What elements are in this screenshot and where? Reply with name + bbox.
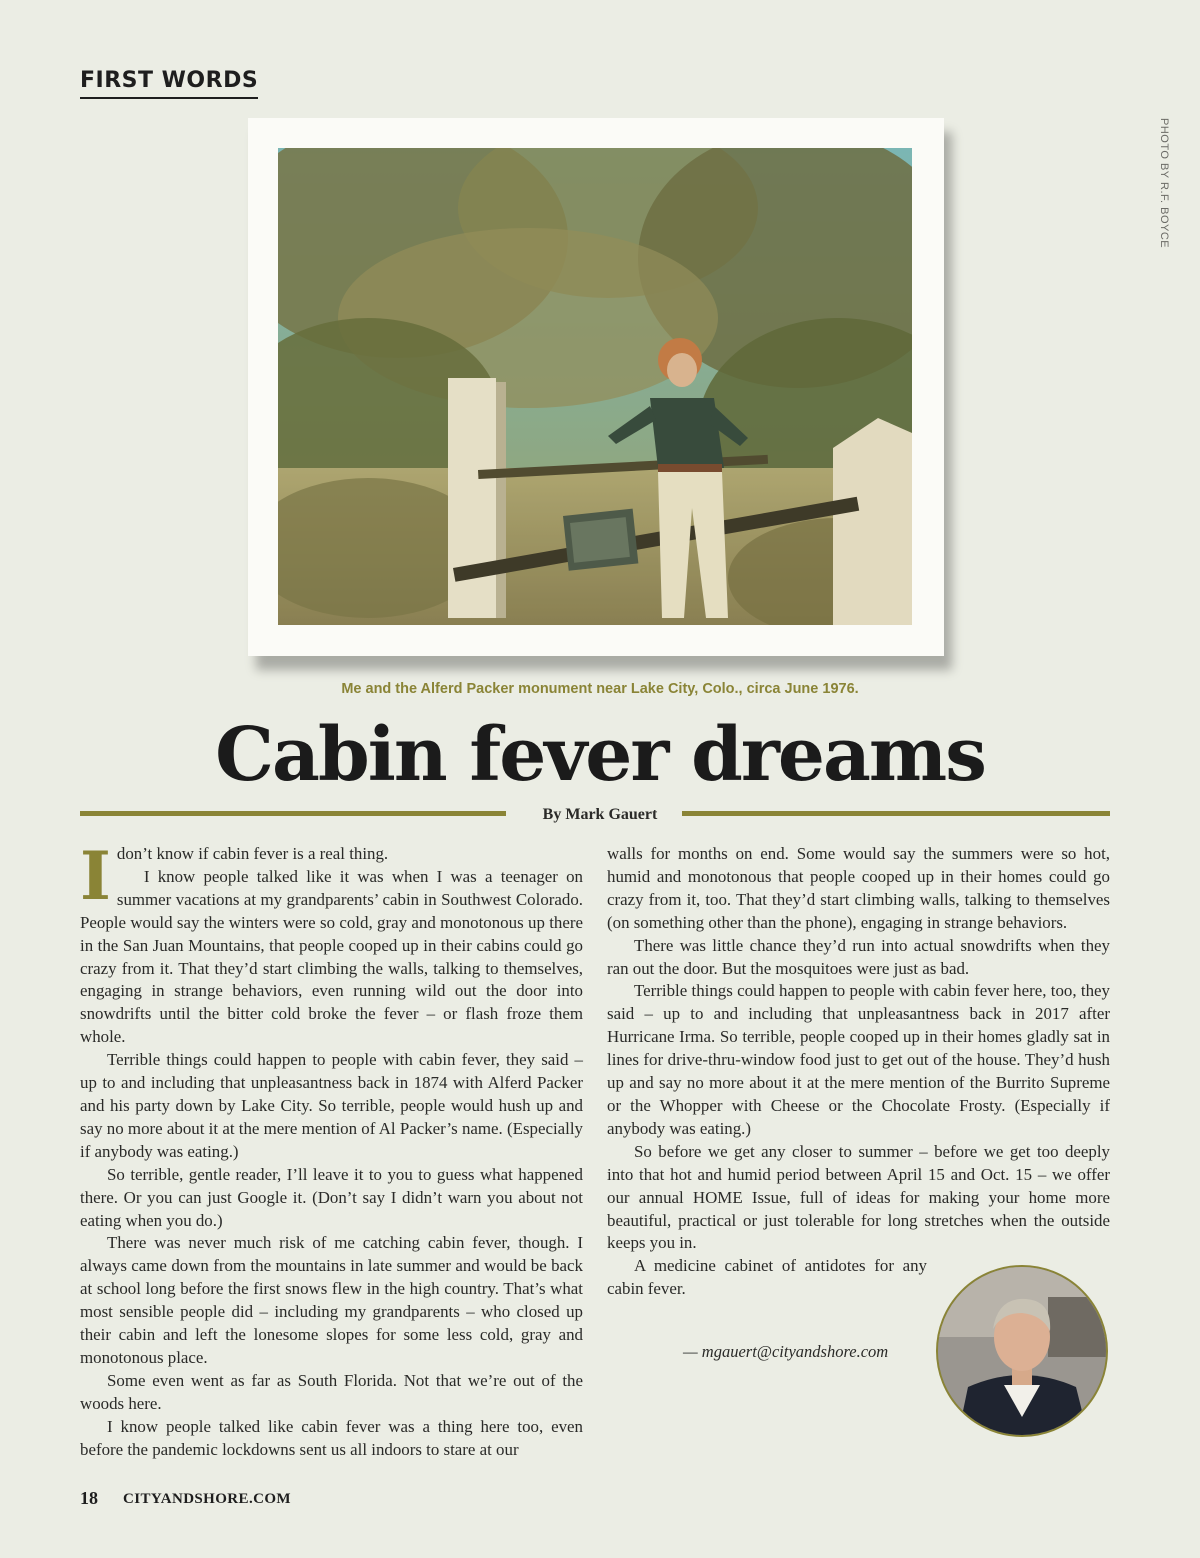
article-paragraph: So before we get any closer to summer – before we get too deeply into that hot and humid period between April 15 and Oct. 15 – we offer our annual HOME Issue, full of ideas for making your home more beautiful, practical or just tolerable for long stretches when the outside keeps you in. xyxy=(607,1141,1110,1253)
photo-credit: PHOTO BY R.F. BOYCE xyxy=(1158,118,1170,249)
publication-site: CITYANDSHORE.COM xyxy=(123,1491,291,1507)
article-paragraph: Some even went as far as South Florida. Not that we’re out of the woods here. xyxy=(80,1370,583,1413)
article-paragraph: I know people talked like it was when I was a teenager on summer vacations at my grandparents’ cabin in Southwest Colorado. People would say the winters were so cold, gray and monotonous up there in the San Juan Mountains, that people cooped up in their cabins could go crazy from it. That they’d start climbing the walls, talking to themselves, engaging in strange behaviors, even running wild out the door into snowdrifts until the bitter cold broke the fever – or flash froze them whole. xyxy=(80,866,583,1047)
polaroid-photo-frame xyxy=(248,118,944,656)
article-paragraph: There was little chance they’d run into actual snowdrifts when they ran out the door. But the mosquitoes were just as bad. xyxy=(607,935,1110,978)
drop-cap: I xyxy=(80,837,111,915)
article-paragraph: Terrible things could happen to people with cabin fever, they said – up to and including that unpleasantness back in 1874 with Alferd Packer and his party down by Lake City. So terrible, people would hush up and say no more about it at the mere mention of Al Packer’s name. (Especially if anybody was eating.) xyxy=(80,1050,583,1161)
author-portrait xyxy=(936,1265,1108,1437)
byline: By Mark Gauert xyxy=(542,806,658,823)
byline-rule-right xyxy=(682,811,1110,816)
page-number: 18 xyxy=(80,1488,98,1508)
article-column-right xyxy=(607,843,1110,1301)
photo-caption: Me and the Alferd Packer monument near Lake City, Colo., circa June 1976. xyxy=(341,681,859,697)
article-paragraph: A medicine cabinet of antidotes for any cabin fever. xyxy=(607,1256,927,1299)
author-email: — mgauert@cityandshore.com xyxy=(683,1342,889,1361)
article-paragraph: Idon’t know if cabin fever is a real thing. xyxy=(80,837,389,915)
article-column-left xyxy=(80,837,583,1461)
section-label: FIRST WORDS xyxy=(80,68,258,99)
article-paragraph: So terrible, gentle reader, I’ll leave it to you to guess what happened there. Or you can just Google it. (Don’t say I didn’t warn you about not eating when you do.) xyxy=(80,1164,583,1230)
article-paragraph: I know people talked like cabin fever was a thing here too, even before the pandemic lockdowns sent us all indoors to stare at our xyxy=(80,1416,583,1459)
article-paragraph: walls for months on end. Some would say the summers were so hot, humid and monotonous that people cooped up in their homes could go crazy from it, too. That they’d start climbing walls, talking to themselves (on something other than the phone), engaging in strange behaviors. xyxy=(607,844,1110,932)
monument-photo xyxy=(278,148,912,625)
article-paragraph: There was never much risk of me catching cabin fever, though. I always came down from the mountains in late summer and would be back at school long before the first snows flew in the high country. That’s what most sensible people did – including my grandparents – who closed up their cabin and left the lonesome slopes for some less cold, gray and monotonous place. xyxy=(80,1233,583,1367)
headline: Cabin fever dreams xyxy=(215,712,985,798)
article-paragraph: Terrible things could happen to people with cabin fever here, too, they said – up to and including that unpleasantness back in 2017 after Hurricane Irma. So terrible, people cooped up in their homes gladly sat in lines for drive-thru-window food just to get out of the house. They’d hush up and say no more about it at the mere mention of the Burrito Supreme or the Whopper with Cheese or the Chocolate Frosty. (Especially if anybody was eating.) xyxy=(607,981,1110,1138)
